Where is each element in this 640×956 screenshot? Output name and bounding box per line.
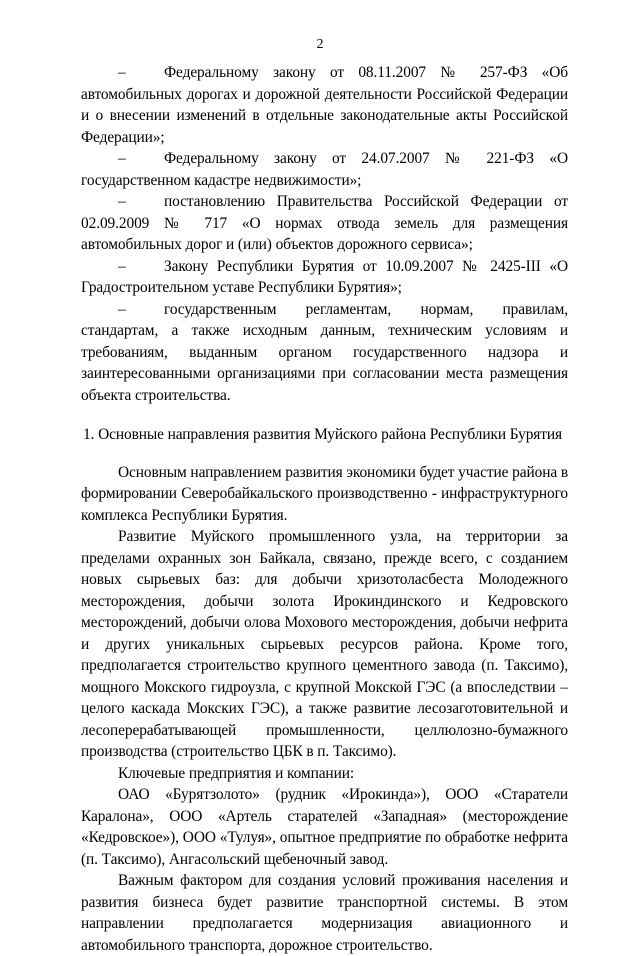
section-heading: 1. Основные направления развития Муйского района Республики Бурятия	[83, 426, 563, 443]
list-item-text: Закону Республики Бурятия от 10.09.2007 № 2425-III «О Градостроительном уставе Республики Бурятия»;	[81, 257, 568, 296]
list-item	[81, 62, 568, 148]
list-dash: –	[118, 150, 126, 167]
list-item	[81, 256, 568, 299]
paragraph: Важным фактором для создания условий проживания населения и развития бизнеса будет развитие транспортной системы. В этом направлении предполагается модернизация авиационного и автомобильного транспорта, дорожное строительство.	[81, 872, 568, 954]
list-dash: –	[118, 64, 126, 81]
paragraph: Основным направлением развития экономики будет участие района в формировании Северобайкальского производственно - инфраструктурного комплекса Республики Бурятия.	[81, 463, 568, 524]
list-item-text: Федеральному закону от 08.11.2007 № 257-ФЗ «Об автомобильных дорогах и дорожной деятельности Российской Федерации и о внесении изменений в отдельные законодательные акты Российской Федерации»;	[81, 64, 568, 146]
list-item	[81, 299, 568, 407]
paragraph: Развитие Муйского промышленного узла, на территории за пределами охранных зон Байкала, связано, прежде всего, с созданием новых сырьевых баз: для добычи хризотоласбеста Молодежного месторождения, добычи золота Ирокиндинского и Кедровского месторождений, добычи олова Мохового месторождения, добычи нефрита и других уникальных сырьевых ресурсов района. Кроме того, предполагается строительство крупного цементного завода (п. Таксимо), мощного Мокского гидроузла, с крупной Мокской ГЭС (а впоследствии – целого каскада Мокских ГЭС), а также развитие лесозаготовительной и лесоперерабатывающей промышленности, целлюлозно-бумажного производства (строительство ЦБК в п. Таксимо).	[81, 528, 568, 760]
list-dash: –	[118, 257, 126, 275]
list-item-text: постановлению Правительства Российской Федерации от 02.09.2009 № 717 «О нормах отвода земель для размещения автомобильных дорог и (или) объектов дорожного сервиса»;	[81, 193, 568, 253]
paragraph: ОАО «Бурятзолото» (рудник «Ирокинда»), ООО «Старатели Каралона», ООО «Артель старателей «Западная» (месторождение «Кедровское»), ООО «Тулуя», опытное предприятие по обработке нефрита (п. Таксимо), Ангасольский щебеночный завод.	[81, 786, 568, 868]
list-dash: –	[118, 193, 126, 210]
list-item	[81, 148, 568, 191]
list-item-text: государственным регламентам, нормам, правилам, стандартам, а также исходным данным, техническим условиям и требованиям, выданным органом государственного надзора и заинтересованными организациями при согласовании места размещения объекта строительства.	[81, 300, 568, 404]
list-item-text: Федеральному закону от 24.07.2007 № 221-ФЗ «О государственном кадастре недвижимости»;	[81, 150, 568, 189]
paragraph: Ключевые предприятия и компании:	[118, 764, 355, 782]
document-body	[81, 62, 568, 956]
page-number: 2	[316, 37, 324, 52]
list-item	[81, 191, 568, 256]
list-dash: –	[118, 300, 126, 318]
